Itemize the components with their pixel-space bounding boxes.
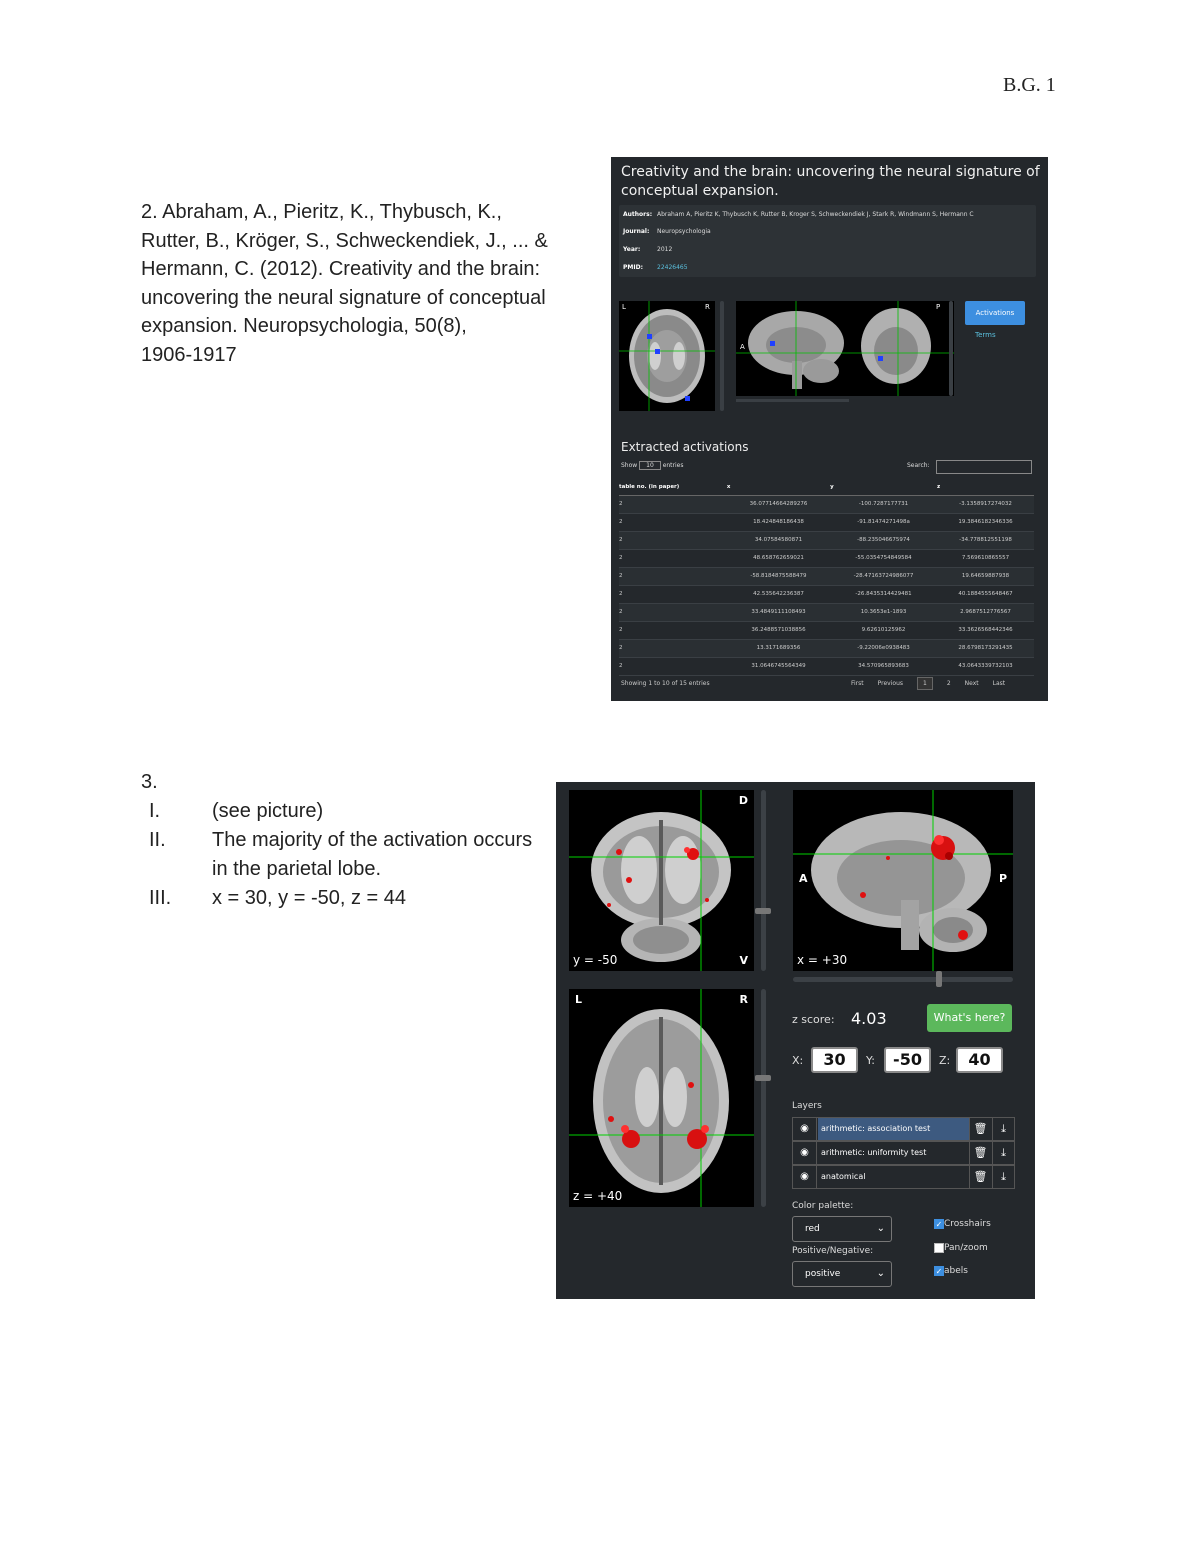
sagittal-slider[interactable] [736, 399, 849, 402]
pagination [851, 677, 1005, 690]
whats-here-button[interactable]: What's here? [927, 1004, 1012, 1032]
activations-button[interactable]: Activations [965, 301, 1025, 325]
pager-last[interactable]: Last [992, 680, 1006, 687]
sagittal-coronal-view-small[interactable] [736, 301, 954, 396]
study-screenshot [611, 157, 1048, 701]
answer-list [141, 797, 541, 913]
coronal-view[interactable] [569, 790, 754, 971]
citation-line: Rutter, B., Kröger, S., Schweckendiek, J., ... & [141, 229, 548, 252]
table-cell: -9.22006e0938483 [830, 639, 937, 657]
eye-icon[interactable]: ◉ [793, 1118, 817, 1140]
table-row [619, 513, 1034, 531]
year-row [623, 246, 672, 253]
table-cell: 33.3626568442346 [937, 621, 1034, 639]
terms-link[interactable]: Terms [975, 331, 996, 339]
column-header[interactable]: x [727, 479, 830, 495]
table-row [619, 603, 1034, 621]
table-cell: 10.3653e1-1893 [830, 603, 937, 621]
show-entries [621, 462, 684, 469]
layer-name[interactable]: anatomical [821, 1172, 866, 1181]
trash-icon[interactable]: 🗑 [969, 1166, 991, 1188]
pmid-link[interactable]: 22426465 [657, 264, 688, 271]
label-p: P [936, 303, 941, 311]
eye-icon[interactable]: ◉ [793, 1142, 817, 1164]
table-cell: 2 [619, 657, 727, 675]
table-cell: 19.3846182346336 [937, 513, 1034, 531]
table-cell: 2 [619, 603, 727, 621]
roman-numeral: III. [149, 887, 172, 909]
viewer-screenshot [556, 782, 1035, 1299]
layer-name[interactable]: arithmetic: association test [818, 1118, 969, 1140]
citation-line: 2. Abraham, A., Pieritz, K., Thybusch, K., [141, 201, 502, 223]
table-cell: 2 [619, 549, 727, 567]
download-icon[interactable]: ⤓ [992, 1166, 1014, 1188]
coronal-slider[interactable] [761, 790, 766, 971]
table-cell: 43.0643339732103 [937, 657, 1034, 675]
answer-item [141, 797, 541, 826]
y-label: Y: [866, 1054, 875, 1067]
table-cell: 2 [619, 531, 727, 549]
checkbox-icon[interactable]: ✓ [935, 1267, 943, 1276]
activations-table [619, 479, 1034, 676]
table-cell: 2 [619, 513, 727, 531]
z-score-value: 4.03 [851, 1009, 887, 1028]
table-cell: 2 [619, 567, 727, 585]
table-cell: 42.535642236387 [727, 585, 830, 603]
label-l: L [622, 303, 626, 311]
axial-slider[interactable] [761, 989, 766, 1207]
label-right: R [739, 993, 748, 1006]
label-a: A [740, 343, 745, 351]
table-row [619, 495, 1034, 513]
label-posterior: P [998, 872, 1007, 885]
panzoom-checkbox[interactable] [934, 1243, 988, 1253]
table-cell: 34.570965893683 [830, 657, 937, 675]
table-row [619, 657, 1034, 675]
trash-icon[interactable]: 🗑 [969, 1118, 991, 1140]
roman-numeral: I. [149, 800, 161, 822]
extracted-activations-title: Extracted activations [621, 440, 749, 454]
table-row [619, 621, 1034, 639]
coronal-slider[interactable] [949, 301, 953, 396]
table-cell: -3.1358917274032 [937, 495, 1034, 513]
slider-thumb[interactable] [755, 908, 771, 914]
layer-row[interactable] [792, 1117, 1015, 1141]
y-coordinate-input[interactable]: -50 [884, 1047, 931, 1073]
x-label: X: [792, 1054, 804, 1067]
study-title: Creativity and the brain: uncovering the neural signature of conceptual expansion. [621, 164, 1040, 199]
z-label: Z: [939, 1054, 951, 1067]
positive-negative-select[interactable] [792, 1261, 892, 1287]
table-cell: 2 [619, 621, 727, 639]
citation-line: 1906-1917 [141, 343, 237, 366]
label-anterior: A [799, 872, 808, 885]
chevron-down-icon: ⌄ [876, 1223, 885, 1234]
table-cell: 18.424848186438 [727, 513, 830, 531]
chevron-down-icon: ⌄ [876, 1268, 885, 1279]
pmid-label: PMID: [623, 264, 643, 271]
journal-row [623, 228, 711, 235]
table-cell: -34.778812551198 [937, 531, 1034, 549]
select-value: positive [805, 1269, 841, 1279]
download-icon[interactable]: ⤓ [992, 1118, 1014, 1140]
table-cell: 36.2488571038856 [727, 621, 830, 639]
pager-first[interactable]: First [851, 680, 864, 687]
trash-icon[interactable]: 🗑 [969, 1142, 991, 1164]
table-cell: -88.235046675974 [830, 531, 937, 549]
table-cell: 31.0646745564349 [727, 657, 830, 675]
entries-label: entries [662, 462, 684, 469]
search-label: Search: [907, 462, 930, 469]
slider-thumb[interactable] [755, 1075, 771, 1081]
z-score-label: z score: [792, 1013, 835, 1026]
table-row [619, 531, 1034, 549]
axial-view[interactable] [569, 989, 754, 1207]
table-cell: -28.47163724986077 [830, 567, 937, 585]
eye-icon[interactable]: ◉ [793, 1166, 817, 1188]
z-coordinate-input[interactable]: 40 [956, 1047, 1003, 1073]
table-header-row [619, 479, 1034, 495]
authors-label: Authors: [623, 211, 653, 218]
answer-item [141, 826, 541, 884]
authors-row [623, 211, 974, 218]
axial-brain-image [619, 301, 715, 411]
axial-coordinate: z = +40 [573, 1189, 623, 1203]
table-cell: 9.62610125962 [830, 621, 937, 639]
search-input[interactable] [936, 460, 1032, 474]
pager-previous[interactable]: Previous [877, 680, 903, 687]
table-cell: 48.658762659021 [727, 549, 830, 567]
column-header[interactable]: z [937, 479, 1034, 495]
table-cell: 40.1884555648467 [937, 585, 1034, 603]
table-cell: -26.8435314429481 [830, 585, 937, 603]
pager-page-2[interactable]: 2 [946, 680, 951, 687]
checkbox-icon[interactable] [934, 1243, 944, 1253]
question-number: 3. [141, 771, 158, 793]
pager-page-1[interactable]: 1 [917, 677, 933, 690]
sagittal-view[interactable] [793, 790, 1013, 971]
crosshairs-checkbox[interactable] [934, 1219, 991, 1229]
authors-value: Abraham A, Pieritz K, Thybusch K, Rutter B, Kroger S, Schweckendiek J, Stark R, Windmann S, Hermann C [657, 211, 974, 218]
table-cell: 33.4849111108493 [727, 603, 830, 621]
table-row [619, 549, 1034, 567]
table-cell: -91.81474271498a [830, 513, 937, 531]
label-ventral: V [739, 954, 748, 967]
layer-row[interactable] [792, 1165, 1015, 1189]
table-cell: 2 [619, 639, 727, 657]
positive-negative-label: Positive/Negative: [792, 1246, 874, 1256]
column-header[interactable]: y [830, 479, 937, 495]
citation-line: expansion. Neuropsychologia, 50(8), [141, 315, 467, 337]
labels-label: abels [944, 1266, 968, 1276]
layers-label: Layers [792, 1101, 822, 1111]
pmid-row [623, 264, 688, 271]
page-header: B.G. 1 [1003, 74, 1056, 96]
answer-text: x = 30, y = -50, z = 44 [212, 887, 407, 909]
table-cell: 13.3171689356 [727, 639, 830, 657]
column-header[interactable]: table no. (in paper) [619, 479, 727, 495]
crosshairs-label: Crosshairs [944, 1219, 991, 1229]
x-coordinate-input[interactable]: 30 [811, 1047, 858, 1073]
table-cell: 2 [619, 585, 727, 603]
study-metadata [619, 205, 1036, 277]
sagittal-slider[interactable] [793, 977, 1013, 982]
color-palette-select[interactable] [792, 1216, 892, 1242]
panzoom-label: Pan/zoom [944, 1243, 988, 1253]
layer-row[interactable] [792, 1141, 1015, 1165]
color-palette-label: Color palette: [792, 1201, 854, 1211]
table-cell: -55.0354754849584 [830, 549, 937, 567]
labels-checkbox[interactable] [934, 1266, 968, 1276]
axial-view-small[interactable] [619, 301, 715, 411]
sagittal-coordinate: x = +30 [797, 953, 848, 967]
select-value: red [805, 1224, 820, 1234]
table-info: Showing 1 to 10 of 15 entries [621, 680, 710, 687]
label-dorsal: D [738, 794, 748, 807]
label-left: L [575, 993, 583, 1006]
axial-brain-image [569, 989, 754, 1207]
coronal-coordinate: y = -50 [573, 953, 618, 967]
citation-line: uncovering the neural signature of conceptual [141, 286, 546, 309]
citation [141, 198, 591, 369]
table-row [619, 567, 1034, 585]
table-cell: -58.8184875588479 [727, 567, 830, 585]
table-row [619, 639, 1034, 657]
pager-next[interactable]: Next [964, 680, 979, 687]
year-value: 2012 [657, 246, 673, 253]
slider-thumb[interactable] [936, 971, 942, 987]
roman-numeral: II. [149, 829, 166, 851]
layer-name[interactable]: arithmetic: uniformity test [821, 1148, 927, 1157]
year-label: Year: [623, 246, 641, 253]
question-3 [141, 768, 541, 913]
answer-text: The majority of the activation occurs in the parietal lobe. [212, 829, 533, 880]
answer-item [141, 884, 541, 913]
answer-text: (see picture) [212, 800, 324, 822]
show-label: Show [621, 462, 638, 469]
table-row [619, 585, 1034, 603]
axial-slider[interactable] [720, 301, 724, 411]
table-cell: 7.569610865557 [937, 549, 1034, 567]
table-cell: 2.9687512776567 [937, 603, 1034, 621]
entries-select[interactable]: 10 [639, 461, 661, 470]
table-cell: 28.6798173291435 [937, 639, 1034, 657]
journal-label: Journal: [623, 228, 650, 235]
citation-line: Hermann, C. (2012). Creativity and the brain: [141, 258, 541, 280]
table-cell: 36.07714664289276 [727, 495, 830, 513]
table-cell: 34.07584580871 [727, 531, 830, 549]
label-r: R [705, 303, 710, 311]
table-cell: 19.64659887938 [937, 567, 1034, 585]
sagittal-brain-image [793, 790, 1013, 971]
journal-value: Neuropsychologia [657, 228, 711, 235]
checkbox-icon[interactable]: ✓ [935, 1220, 943, 1229]
sagittal-coronal-brain-image [736, 301, 954, 396]
table-cell: 2 [619, 495, 727, 513]
download-icon[interactable]: ⤓ [992, 1142, 1014, 1164]
coronal-brain-image [569, 790, 754, 971]
table-cell: -100.7287177731 [830, 495, 937, 513]
